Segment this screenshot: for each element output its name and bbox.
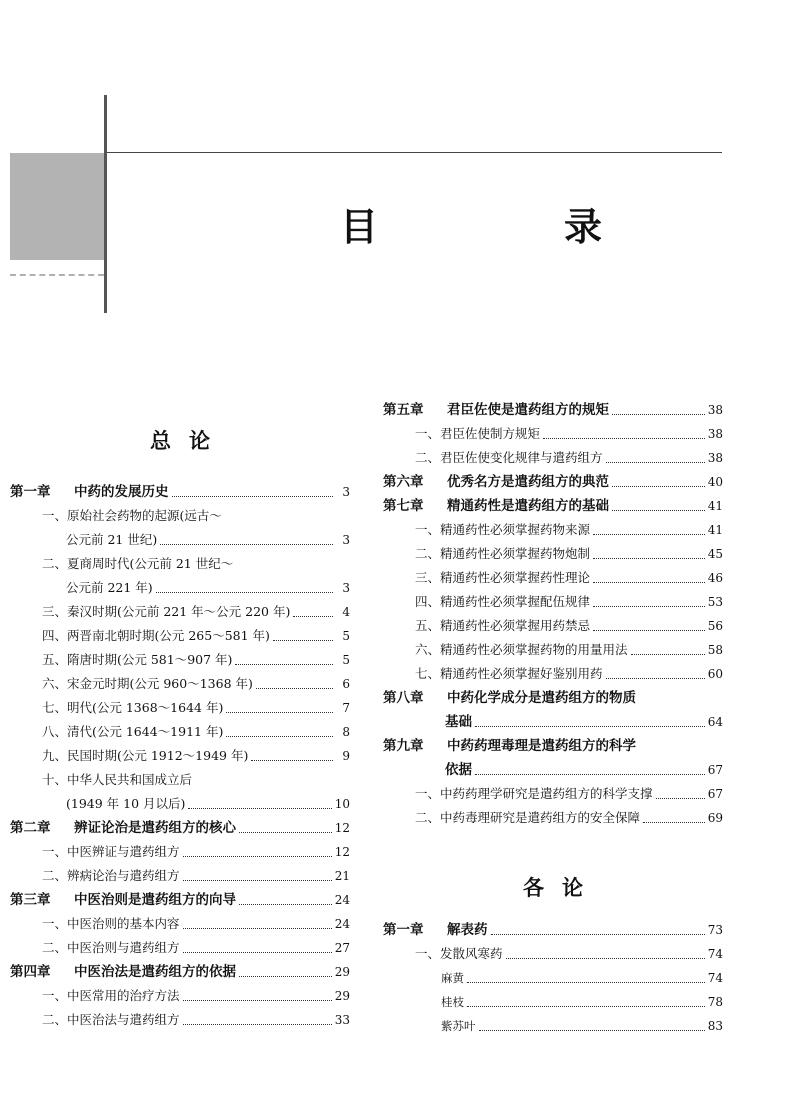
toc-entry[interactable] <box>10 672 350 696</box>
entry-title: 优秀名方是遣药组方的典范 <box>447 474 609 490</box>
toc-chapter-entry[interactable] <box>383 398 723 422</box>
dot-leader <box>656 798 705 799</box>
entry-title: 公元前 221 年) <box>66 580 153 595</box>
entry-title: 二、中医治法与遣药组方 <box>42 1012 180 1027</box>
dot-leader <box>475 774 705 775</box>
toc-entry[interactable] <box>383 614 723 638</box>
page-number: 24 <box>334 917 350 931</box>
dot-leader <box>293 616 333 617</box>
page-number: 3 <box>342 581 350 595</box>
page-number: 38 <box>707 403 723 417</box>
dot-leader <box>475 726 705 727</box>
entry-title: 辨证论治是遣药组方的核心 <box>74 820 236 836</box>
dot-leader <box>467 982 705 983</box>
dot-leader <box>593 606 705 607</box>
section-heading-specific: 各论 <box>523 875 601 900</box>
page-number: 40 <box>707 475 723 489</box>
toc-entry[interactable] <box>10 768 350 792</box>
entry-title: 精通药性是遣药组方的基础 <box>447 498 609 514</box>
toc-entry[interactable] <box>10 984 350 1008</box>
dot-leader <box>593 558 705 559</box>
page-number: 56 <box>707 619 723 633</box>
toc-chapter-entry[interactable] <box>10 480 350 504</box>
toc-entry[interactable] <box>383 758 723 782</box>
toc-list-right <box>383 398 723 830</box>
page-number: 5 <box>342 653 350 667</box>
entry-title: 一、发散风寒药 <box>415 946 503 961</box>
dot-leader <box>506 958 705 959</box>
page-number: 53 <box>707 595 723 609</box>
page-number: 38 <box>707 451 723 465</box>
entry-title: 一、精通药性必须掌握药物来源 <box>415 522 591 537</box>
page-number: 29 <box>334 965 350 979</box>
entry-title: 一、中医辨证与遣药组方 <box>42 844 180 859</box>
section-heading-general: 总论 <box>150 428 228 453</box>
entry-title: 中药化学成分是遣药组方的物质 <box>447 690 636 706</box>
chapter-number: 第一章 <box>10 484 51 500</box>
toc-entry[interactable] <box>10 504 350 528</box>
page-number: 12 <box>334 821 350 835</box>
toc-entry[interactable] <box>10 936 350 960</box>
page-number: 60 <box>707 667 723 681</box>
toc-entry[interactable] <box>10 792 350 816</box>
page-number: 3 <box>342 485 350 499</box>
dot-leader <box>593 630 705 631</box>
entry-title: 一、中药药理学研究是遣药组方的科学支撑 <box>415 786 653 801</box>
chapter-number: 第五章 <box>383 402 424 418</box>
page-number: 69 <box>707 811 723 825</box>
toc-entry[interactable] <box>10 696 350 720</box>
entry-title: 四、精通药性必须掌握配伍规律 <box>415 594 591 609</box>
toc-chapter-entry[interactable] <box>383 494 723 518</box>
toc-entry[interactable] <box>383 990 723 1014</box>
dot-leader <box>612 486 705 487</box>
dot-leader <box>631 654 705 655</box>
toc-chapter-entry[interactable] <box>10 888 350 912</box>
dot-leader <box>612 414 705 415</box>
page-number: 83 <box>707 1019 723 1033</box>
toc-entry[interactable] <box>383 566 723 590</box>
dot-leader <box>183 1000 332 1001</box>
entry-title: 六、精通药性必须掌握药物的用量用法 <box>415 642 628 657</box>
page-number: 78 <box>707 995 723 1009</box>
entry-title: 一、中医常用的治疗方法 <box>42 988 180 1003</box>
page-number: 74 <box>707 971 723 985</box>
page-number: 73 <box>707 923 723 937</box>
entry-title: 五、精通药性必须掌握用药禁忌 <box>415 618 591 633</box>
dot-leader <box>183 880 332 881</box>
entry-title: 一、中医治则的基本内容 <box>42 916 180 931</box>
entry-title: 中医治则是遣药组方的向导 <box>74 892 236 908</box>
dot-leader <box>251 760 333 761</box>
entry-title: 五、隋唐时期(公元 581～907 年) <box>42 652 233 667</box>
page-number: 33 <box>334 1013 350 1027</box>
dot-leader <box>239 832 332 833</box>
entry-title: 一、原始社会药物的起源(远古～ <box>42 508 222 523</box>
toc-entry[interactable] <box>383 1014 723 1038</box>
toc-right-column <box>383 398 723 1038</box>
page-number: 27 <box>334 941 350 955</box>
page-number: 24 <box>334 893 350 907</box>
toc-entry[interactable] <box>383 638 723 662</box>
entry-title: 基础 <box>445 714 472 730</box>
dot-leader <box>479 1030 705 1031</box>
toc-list-right-specific <box>383 918 723 1038</box>
dot-leader <box>606 462 705 463</box>
entry-title: (1949 年 10 月以后) <box>66 796 186 811</box>
entry-title: 三、精通药性必须掌握药性理论 <box>415 570 591 585</box>
toc-entry[interactable] <box>10 552 350 576</box>
page-number: 58 <box>707 643 723 657</box>
chapter-number: 第七章 <box>383 498 424 514</box>
entry-title: 君臣佐使是遣药组方的规矩 <box>447 402 609 418</box>
toc-entry[interactable] <box>383 590 723 614</box>
dot-leader <box>226 712 333 713</box>
entry-title: 三、秦汉时期(公元前 221 年～公元 220 年) <box>42 604 291 619</box>
dot-leader <box>156 592 333 593</box>
page-number: 6 <box>342 677 350 691</box>
entry-title: 二、夏商周时代(公元前 21 世纪～ <box>42 556 234 571</box>
toc-entry[interactable] <box>10 648 350 672</box>
toc-entry[interactable] <box>10 576 350 600</box>
page-number: 74 <box>707 947 723 961</box>
toc-entry[interactable] <box>383 710 723 734</box>
dot-leader <box>256 688 333 689</box>
toc-entry[interactable] <box>10 528 350 552</box>
dot-leader <box>543 438 705 439</box>
dot-leader <box>226 736 333 737</box>
page-number: 9 <box>342 749 350 763</box>
entry-title: 八、清代(公元 1644～1911 年) <box>42 724 224 739</box>
page-number: 8 <box>342 725 350 739</box>
toc-left-column <box>10 420 350 1032</box>
entry-title: 一、君臣佐使制方规矩 <box>415 426 541 441</box>
page-number: 64 <box>707 715 723 729</box>
dot-leader <box>183 1024 332 1025</box>
chapter-number: 第六章 <box>383 474 424 490</box>
toc-chapter-entry[interactable] <box>383 918 723 942</box>
toc-list-left <box>10 480 350 1032</box>
entry-title: 四、两晋南北朝时期(公元 265～581 年) <box>42 628 270 643</box>
page-number: 3 <box>342 533 350 547</box>
dot-leader <box>183 952 332 953</box>
dot-leader <box>643 822 705 823</box>
toc-entry[interactable] <box>383 662 723 686</box>
page-number: 12 <box>334 845 350 859</box>
entry-title: 公元前 21 世纪) <box>66 532 158 547</box>
entry-title: 麻黄 <box>441 971 464 985</box>
entry-title: 九、民国时期(公元 1912～1949 年) <box>42 748 249 763</box>
entry-title: 解表药 <box>447 922 488 938</box>
page-number: 41 <box>707 523 723 537</box>
dot-leader <box>606 678 705 679</box>
dot-leader <box>612 510 705 511</box>
page-number: 5 <box>342 629 350 643</box>
chapter-number: 第四章 <box>10 964 51 980</box>
toc-entry[interactable] <box>383 518 723 542</box>
chapter-number: 第八章 <box>383 690 424 706</box>
dot-leader <box>188 808 331 809</box>
entry-title: 二、辨病论治与遣药组方 <box>42 868 180 883</box>
toc-entry[interactable] <box>10 624 350 648</box>
chapter-number: 第一章 <box>383 922 424 938</box>
chapter-number: 第九章 <box>383 738 424 754</box>
page-number: 45 <box>707 547 723 561</box>
toc-chapter-entry[interactable] <box>10 960 350 984</box>
page-number: 7 <box>342 701 350 715</box>
toc-entry[interactable] <box>383 782 723 806</box>
header-horizontal-rule <box>107 152 722 153</box>
entry-title: 中医治法是遣药组方的依据 <box>74 964 236 980</box>
dot-leader <box>467 1006 705 1007</box>
entry-title: 中药的发展历史 <box>74 484 169 500</box>
toc-chapter-entry[interactable] <box>383 686 723 710</box>
dot-leader <box>491 934 705 935</box>
entry-title: 七、精通药性必须掌握好鉴别用药 <box>415 666 603 681</box>
entry-title: 二、中药毒理研究是遣药组方的安全保障 <box>415 810 641 825</box>
entry-title: 二、君臣佐使变化规律与遣药组方 <box>415 450 603 465</box>
toc-entry[interactable] <box>10 1008 350 1032</box>
toc-entry[interactable] <box>383 446 723 470</box>
page-number: 38 <box>707 427 723 441</box>
page-number: 21 <box>334 869 350 883</box>
dot-leader <box>183 928 332 929</box>
entry-title: 十、中华人民共和国成立后 <box>42 772 193 787</box>
page-number: 67 <box>707 763 723 777</box>
toc-entry[interactable] <box>10 912 350 936</box>
entry-title: 中药药理毒理是遣药组方的科学 <box>447 738 636 754</box>
entry-title: 六、宋金元时期(公元 960～1368 年) <box>42 676 253 691</box>
toc-entry[interactable] <box>383 806 723 830</box>
dot-leader <box>593 534 705 535</box>
toc-chapter-entry[interactable] <box>10 816 350 840</box>
entry-title: 桂枝 <box>441 995 464 1009</box>
dot-leader <box>235 664 333 665</box>
chapter-number: 第三章 <box>10 892 51 908</box>
dot-leader <box>172 496 334 497</box>
decor-vertical-rule <box>104 95 107 313</box>
toc-entry[interactable] <box>383 422 723 446</box>
toc-entry[interactable] <box>10 840 350 864</box>
chapter-number: 第二章 <box>10 820 51 836</box>
toc-entry[interactable] <box>10 720 350 744</box>
dot-leader <box>239 976 332 977</box>
page-number: 46 <box>707 571 723 585</box>
dot-leader <box>273 640 333 641</box>
dot-leader <box>593 582 705 583</box>
toc-chapter-entry[interactable] <box>383 734 723 758</box>
toc-entry[interactable] <box>383 966 723 990</box>
page-number: 4 <box>342 605 350 619</box>
entry-title: 二、精通药性必须掌握药物炮制 <box>415 546 591 561</box>
toc-entry[interactable] <box>383 942 723 966</box>
dot-leader <box>183 856 332 857</box>
toc-entry[interactable] <box>10 864 350 888</box>
decor-gray-block <box>10 153 104 260</box>
page-number: 10 <box>334 797 350 811</box>
dot-leader <box>160 544 333 545</box>
page-number: 29 <box>334 989 350 1003</box>
decor-dashed-rule <box>10 274 104 276</box>
page-title: 目 录 <box>340 204 677 249</box>
toc-entry[interactable] <box>383 542 723 566</box>
entry-title: 紫苏叶 <box>441 1019 476 1033</box>
page-number: 67 <box>707 787 723 801</box>
dot-leader <box>239 904 332 905</box>
entry-title: 二、中医治则与遣药组方 <box>42 940 180 955</box>
page-number: 41 <box>707 499 723 513</box>
entry-title: 七、明代(公元 1368～1644 年) <box>42 700 224 715</box>
entry-title: 依据 <box>445 762 472 778</box>
toc-chapter-entry[interactable] <box>383 470 723 494</box>
toc-entry[interactable] <box>10 744 350 768</box>
toc-entry[interactable] <box>10 600 350 624</box>
